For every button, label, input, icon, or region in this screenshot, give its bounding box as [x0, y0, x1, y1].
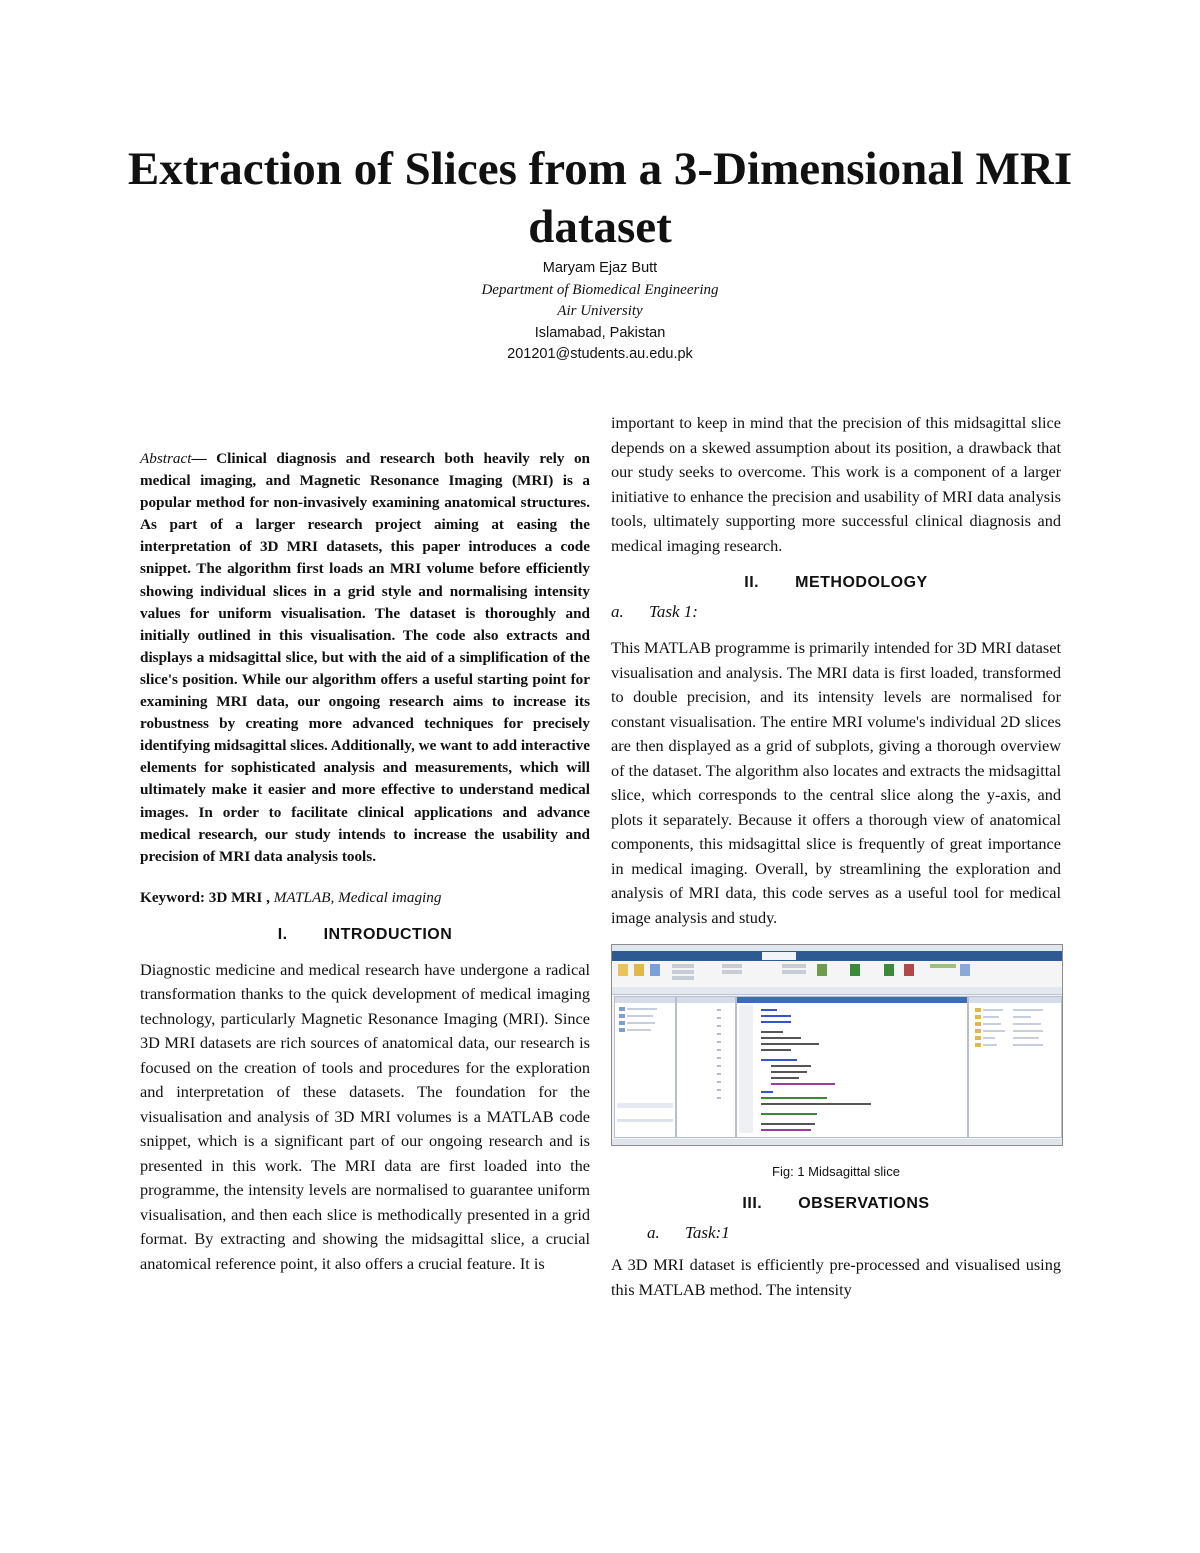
line-number: [717, 1073, 721, 1075]
line-number: [717, 1081, 721, 1083]
figure-matlab-screenshot: [611, 944, 1063, 1146]
author-block: [300, 258, 900, 366]
variable-entry: [983, 1044, 997, 1046]
line-number: [717, 1009, 721, 1011]
code-line: [771, 1077, 799, 1079]
toolbar-item: [722, 964, 742, 968]
variable-value: [1013, 1044, 1043, 1046]
code-line: [761, 1123, 815, 1125]
section-title: INTRODUCTION: [323, 925, 453, 943]
paper-title: Extraction of Slices from a 3-Dimensional MRI dataset: [127, 143, 1073, 253]
editor-gutter: [739, 1005, 753, 1133]
methodology-text: This MATLAB programme is primarily intended for 3D MRI dataset visualisation and analysis. The MRI data is first loaded, transformed to double precision, and its intensity levels are normalised for constant visualisation. The entire MRI volume's individual 2D slices are then displayed as a grid of subplots, giving a thorough overview of the dataset. The algorithm also locates and extracts the midsagittal slice, which corresponds to the central slice along the y-axis, and plots it separately. Because it offers a thorough view of anatomical components, this midsagittal slice is frequently of great importance in medical imaging. Overall, by streamlining the exploration and analysis of MRI data, this code serves as a useful tool for medical image analysis and study.: [611, 638, 1061, 927]
section-number: III.: [742, 1195, 763, 1212]
matlab-tab: [862, 952, 888, 960]
run-icon: [817, 964, 827, 976]
toolbar-item: [722, 970, 742, 974]
stop-icon: [904, 964, 914, 976]
editor-panel: [736, 996, 968, 1138]
variable-icon: [975, 1015, 981, 1019]
line-number: [717, 1057, 721, 1059]
subheading-observations-task1: [611, 1223, 1061, 1243]
variable-icon: [975, 1022, 981, 1026]
line-number: [717, 1097, 721, 1099]
open-icon: [634, 964, 644, 976]
variable-value: [1013, 1023, 1041, 1025]
line-number: [717, 1065, 721, 1067]
variable-entry: [983, 1016, 999, 1018]
file-entry: [627, 1029, 651, 1031]
layout-icon: [960, 964, 970, 976]
variable-icon: [975, 1043, 981, 1047]
toolbar-item: [782, 970, 806, 974]
toolbar-item: [672, 976, 694, 980]
code-line: [771, 1071, 807, 1073]
variable-value: [1013, 1030, 1043, 1032]
variable-value: [1013, 1016, 1031, 1018]
variable-entry: [983, 1023, 1001, 1025]
section-heading-introduction: [140, 926, 590, 944]
author-location: Islamabad, Pakistan: [534, 324, 666, 341]
introduction-text: Diagnostic medicine and medical research have undergone a radical transformation thanks to the quick development of medical imaging technology, particularly Magnetic Resonance Imaging (MRI). Since 3D MRI datasets are rich sources of anatomical data, our research is focused on the creation of tools and procedures for the exploration and interpretation of these datasets. The foundation for the visualisation and analysis of 3D MRI volumes is a MATLAB code snippet, which is a significant part of our ongoing research and is presented in this work. The MRI data are first loaded into the programme, the intensity levels are normalised to guarantee uniform visualisation, and then each slice is methodically presented in a grid format. By extracting and showing the midsagittal slice, a crucial anatomical reference point, it also offers a crucial feature. It is: [140, 959, 590, 1273]
keywords: [140, 887, 590, 909]
observations-text: A 3D MRI dataset is efficiently pre-processed and visualised using this MATLAB method. The intensity: [611, 1255, 1061, 1299]
panel-header: [615, 997, 675, 1003]
toolbar-item: [930, 964, 956, 968]
variable-entry: [983, 1009, 1003, 1011]
figure-caption: Fig: 1 Midsagittal slice: [772, 1164, 900, 1179]
keywords-text: MATLAB, Medical imaging: [269, 888, 442, 906]
variable-value: [1013, 1009, 1043, 1011]
file-icon: [619, 1007, 625, 1011]
panel-header: [969, 997, 1061, 1003]
matlab-tab: [812, 952, 838, 960]
code-line: [761, 1043, 819, 1045]
file-icon: [619, 1014, 625, 1018]
panel-header: [677, 997, 735, 1003]
editor-tab: [737, 997, 967, 1003]
line-number: [717, 1089, 721, 1091]
matlab-tab-active: [762, 952, 796, 960]
right-column: [611, 411, 1061, 1302]
code-line: [761, 1091, 773, 1093]
matlab-tab: [710, 952, 736, 960]
file-entry: [627, 1015, 653, 1017]
code-line: [761, 1009, 777, 1011]
code-line: [761, 1049, 791, 1051]
code-line: [771, 1065, 811, 1067]
current-folder-panel: [614, 996, 676, 1138]
line-number: [717, 1025, 721, 1027]
author-email: 201201@students.au.edu.pk: [507, 346, 693, 362]
code-line: [761, 1059, 797, 1061]
subheading-task1: [611, 602, 1061, 622]
section-title: METHODOLOGY: [795, 574, 928, 591]
section-heading-observations: [611, 1195, 1061, 1213]
variable-icon: [975, 1036, 981, 1040]
code-comment: [761, 1097, 827, 1099]
introduction-continuation: important to keep in mind that the precision of this midsagittal slice depends on a skewed assumption about its position, a drawback that our study seeks to overcome. This work is a component of a larger initiative to enhance the precision and usability of MRI data analysis tools, ultimately supporting more successful clinical diagnosis and medical imaging research.: [611, 413, 1061, 555]
section-heading-methodology: [611, 574, 1061, 592]
subheading-text: Task:1: [685, 1223, 730, 1242]
abstract-text: — Clinical diagnosis and research both heavily rely on medical imaging, and Magnetic Resonance Imaging (MRI) is a popular method for non-invasively examining anatomical structures. As part of a larger research project aiming at easing the interpretation of 3D MRI datasets, this paper introduces a code snippet. The algorithm first loads an MRI volume before efficiently showing individual slices in a grid style and normalising intensity values for uniform visualisation. The dataset is thoroughly and initially outlined in this visualisation. The code also extracts and displays a midsagittal slice, but with the aid of a simplification of the slice's position. While our algorithm offers a useful starting point for examining MRI data, our ongoing research aims to increase its robustness by creating more advanced techniques for precisely identifying midsagittal slices. Additionally, we want to add interactive elements for sophisticated analysis and measurements, which will ultimately make it easier and more effective to understand medical images. In order to facilitate clinical applications and advance medical research, our study intends to increase the usability and precision of MRI data analysis tools.: [140, 450, 590, 865]
matlab-ribbon: [612, 961, 1062, 988]
matlab-address-bar: [612, 987, 1062, 995]
matlab-tab: [618, 952, 644, 960]
variable-icon: [975, 1029, 981, 1033]
toolbar-item: [672, 970, 694, 974]
subheading-text: Task 1:: [649, 602, 698, 621]
variable-icon: [975, 1008, 981, 1012]
code-line: [761, 1129, 811, 1131]
abstract-label: Abstract: [140, 450, 192, 467]
code-line: [761, 1037, 801, 1039]
workspace-panel: [968, 996, 1062, 1138]
subheading-letter: a.: [611, 602, 624, 621]
code-line: [761, 1031, 783, 1033]
file-icon: [619, 1028, 625, 1032]
variable-entry: [983, 1037, 995, 1039]
matlab-tab: [670, 952, 696, 960]
line-number: [717, 1017, 721, 1019]
section-number: II.: [744, 574, 760, 591]
keywords-label: Keyword: 3D MRI ,: [140, 888, 270, 906]
abstract: [140, 448, 590, 868]
toolbar-item: [782, 964, 806, 968]
code-comment: [761, 1113, 817, 1115]
details-text: [617, 1119, 673, 1122]
variable-entry: [983, 1030, 1005, 1032]
run-section-icon: [850, 964, 860, 976]
code-line: [771, 1083, 835, 1085]
subheading-letter: a.: [647, 1223, 660, 1242]
save-icon: [650, 964, 660, 976]
author-university: Air University: [557, 303, 643, 319]
command-window-panel: [676, 996, 736, 1138]
code-line: [761, 1103, 871, 1105]
line-number: [717, 1041, 721, 1043]
line-number: [717, 1033, 721, 1035]
file-icon: [619, 1021, 625, 1025]
file-entry: [627, 1008, 657, 1010]
author-name: Maryam Ejaz Butt: [542, 260, 658, 276]
details-bar: [617, 1103, 673, 1108]
code-line: [761, 1015, 791, 1017]
run-advance-icon: [884, 964, 894, 976]
section-title: OBSERVATIONS: [798, 1195, 930, 1212]
matlab-status-bar: [612, 1139, 1062, 1145]
section-number: I.: [277, 925, 288, 943]
variable-value: [1013, 1037, 1039, 1039]
code-line: [761, 1021, 791, 1023]
toolbar-item: [672, 964, 694, 968]
new-icon: [618, 964, 628, 976]
file-entry: [627, 1022, 655, 1024]
author-department: Department of Biomedical Engineering: [481, 281, 719, 298]
line-number: [717, 1049, 721, 1051]
left-column: [140, 448, 590, 1276]
